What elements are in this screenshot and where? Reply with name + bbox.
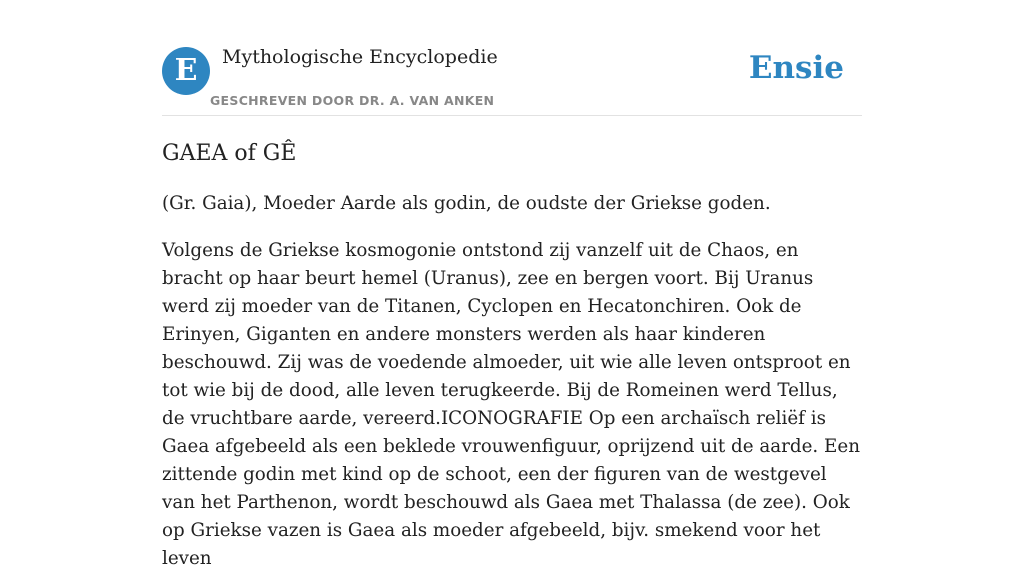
header-divider xyxy=(162,115,862,116)
encyclopedia-logo-icon[interactable]: E xyxy=(162,47,210,95)
article-title: GAEA of GÊ xyxy=(162,141,297,166)
article-body: Volgens de Griekse kosmogonie ontstond zij vanzelf uit de Chaos, en bracht op haar beurt hemel (Uranus), zee en bergen voort. Bij Uranus werd zij moeder van de Titanen, Cyclopen en Hecatonchiren. Ook de Erinyen, Giganten en andere monsters werden als haar kinderen beschouwd. Zij was de voedende almoeder, uit wie alle leven ontsproot en tot wie bij de dood, alle leven terugkeerde. Bij de Romeinen werd Tellus, de vruchtbare aarde, vereerd.ICONOGRAFIE Op een archaïsch reliëf is Gaea afgebeeld als een beklede vrouwenfiguur, oprijzend uit de aarde. Een zittende godin met kind op de schoot, een der figuren van de westgevel van het Parthenon, wordt beschouwd als Gaea met Thalassa (de zee). Ook op Griekse vazen is Gaea als moeder afgebeeld, bijv. smekend voor het leven xyxy=(162,240,860,569)
encyclopedia-title-link[interactable]: Mythologische Encyclopedie xyxy=(222,46,498,68)
header xyxy=(162,46,862,116)
article xyxy=(162,138,862,573)
article-lead: (Gr. Gaia), Moeder Aarde als godin, de oudste der Griekse goden. xyxy=(162,193,771,214)
author-line: GESCHREVEN DOOR DR. A. VAN ANKEN xyxy=(210,93,495,108)
ensie-brand-logo[interactable]: Ensie xyxy=(748,50,844,86)
